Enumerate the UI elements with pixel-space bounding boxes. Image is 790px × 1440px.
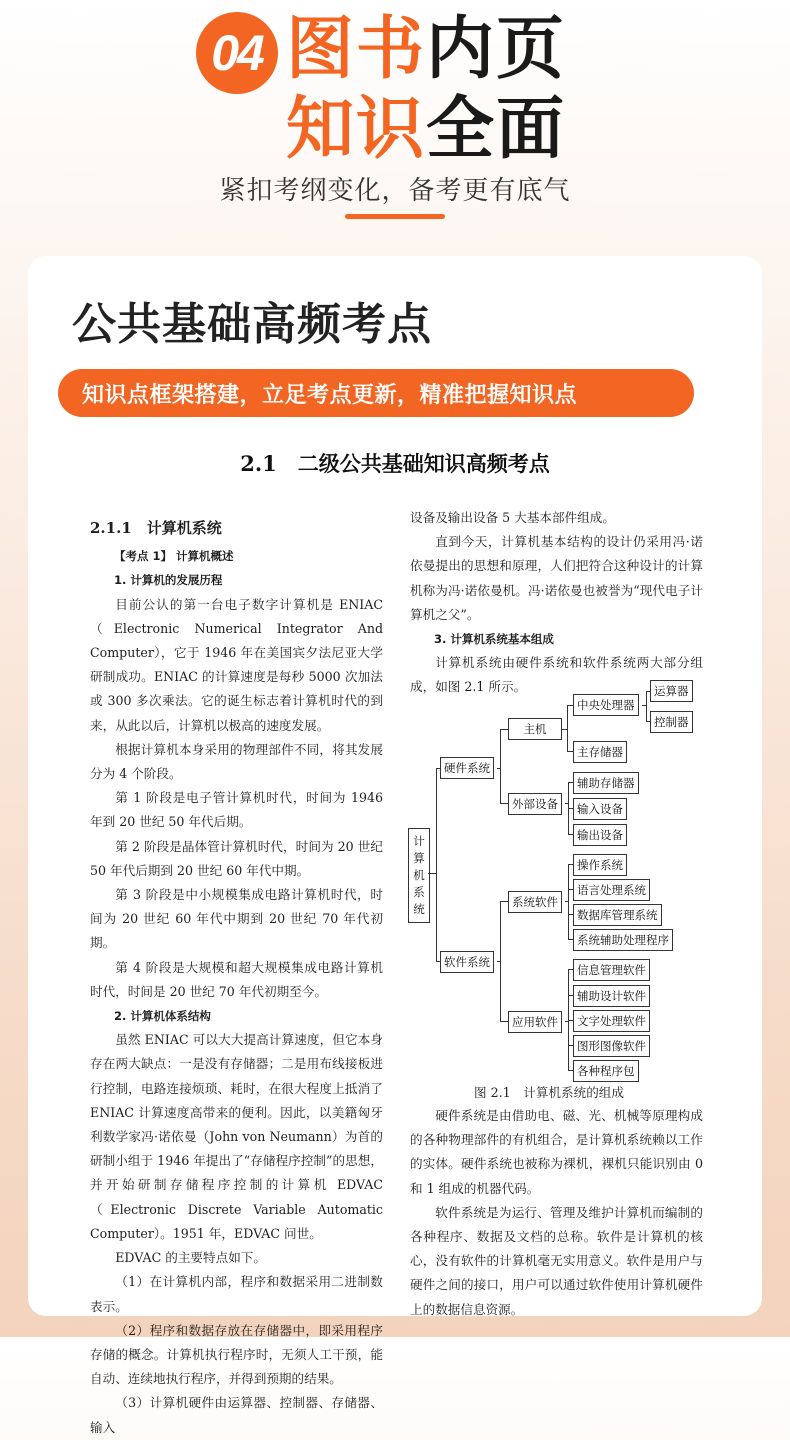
diagram-output-device: 输出设备 [573,824,627,846]
diagram-controller: 控制器 [650,711,693,733]
paragraph: （2）程序和数据存放在存储器中，即采用程序存储的概念。计算机执行程序时，无须人工干预，能自动、连续地执行程序，并得到预期的结果。 [90,1322,383,1387]
diagram-root: 计算机系统 [408,828,430,923]
feature-banner: 知识点框架搭建，立足考点更新，精准把握知识点 [58,369,694,417]
diagram-host: 主机 [508,718,562,740]
subtitle: 紧扣考纲变化，备考更有底气 [219,176,571,206]
paragraph: 虽然 ENIAC 可以大大提高计算速度，但它本身存在两大缺点：一是没有存储器；二是用布线接板进行控制，电路连接烦琐、耗时，在很大程度上抵消了 ENIAC 计算速度高带来的便利。因此，以美籍匈牙利数学家冯·诺依曼（John von Neumann）为首的研制小组于 1946 年提出了“存储程序控制”的思想，并开始研制存储程序控制的计算机 EDVAC（Electronic Discrete Variable Automatic Computer）。1951 年，EDVAC 问世。 [90,1032,383,1241]
diagram-dbms: 数据库管理系统 [573,904,662,926]
paragraph: EDVAC 的主要特点如下。 [115,1250,266,1266]
diagram-info-mgmt: 信息管理软件 [573,959,650,981]
paragraph: 第 2 阶段是晶体管计算机时代，时间为 20 世纪 50 年代后期到 20 世纪 60 年代中期。 [90,838,383,878]
diagram-software: 软件系统 [440,951,494,973]
diagram-os: 操作系统 [573,854,627,876]
paragraph: 软件系统是为运行、管理及维护计算机而编制的各种程序、数据及文档的总称。软件是计算机的核心，没有软件的计算机毫无实用意义。软件是用户与硬件之间的接口，用户可以通过软件使用计算机硬件上的数据信息资源。 [410,1204,703,1317]
diagram-cad: 辅助设计软件 [573,985,650,1007]
heading-architecture: 2. 计算机体系结构 [114,1009,211,1024]
paragraph: （1）在计算机内部，程序和数据采用二进制数表示。 [90,1274,383,1314]
kaodian-label: 【考点 1】 计算机概述 [114,549,234,564]
diagram-main-memory: 主存储器 [573,741,627,763]
paragraph: 计算机系统由硬件系统和软件系统两大部分组成，如图 2.1 所示。 [410,655,703,695]
left-column [90,516,383,1440]
diagram-peripherals: 外部设备 [508,793,562,815]
right-column-bottom [410,1104,703,1322]
headline-2-orange: 知识 [286,90,427,169]
paragraph: 根据计算机本身采用的物理部件不同，将其发展分为 4 个阶段。 [90,741,383,782]
section-title: 2.1 二级公共基础知识高频考点 [240,451,550,476]
heading-composition: 3. 计算机系统基本组成 [434,632,554,647]
subtitle-underline [345,214,445,219]
paragraph: 第 3 阶段是中小规模集成电路计算机时代，时间为 20 世纪 60 年代中期到 20 世纪 70 年代初期。 [90,887,383,951]
right-column-top [410,506,703,700]
paragraph: 设备及输出设备 5 大基本部件组成。 [410,510,615,525]
diagram-aux-memory: 辅助存储器 [573,772,639,794]
paragraph: 直到今天，计算机基本结构的设计仍采用冯·诺依曼提出的思想和原理，人们把符合这种设计的计算机称为冯·诺依曼机。冯·诺依曼也被誉为“现代电子计算机之父”。 [410,534,703,622]
diagram-hardware: 硬件系统 [440,757,494,779]
paragraph: （3）计算机硬件由运算器、控制器、存储器、输入 [90,1395,383,1435]
subsection-heading: 2.1.1 计算机系统 [90,519,222,537]
heading-history: 1. 计算机的发展历程 [114,573,223,588]
diagram-packages: 各种程序包 [573,1060,639,1082]
paragraph: 第 4 阶段是大规模和超大规模集成电路计算机时代，时间是 20 世纪 70 年代初期至今。 [90,959,383,999]
diagram-aux-prog: 系统辅助处理程序 [573,929,673,951]
card-title: 公共基础高频考点 [72,299,432,350]
headline-2-black: 全面 [426,90,567,169]
section-number-badge: 04 [196,12,278,94]
paragraph: 目前公认的第一台电子数字计算机是 ENIAC（Electronic Numerical Integrator And Computer），它于 1946 年在美国宾夕法尼亚大学研制成功。ENIAC 的计算速度是每秒 5000 次加法或 300 多次乘法。它的诞生标志着计算机时代的到来，从此以后，计算机以极高的速度发展。 [90,596,383,733]
paragraph: 第 1 阶段是电子管计算机时代，时间为 1946 年到 20 世纪 50 年代后期。 [90,790,383,830]
diagram-image-proc: 图形图像软件 [573,1035,650,1057]
diagram-cpu: 中央处理器 [573,694,639,716]
headline-1-orange: 图书 [286,10,427,89]
paragraph: 硬件系统是由借助电、磁、光、机械等原理构成的各种物理部件的有机组合，是计算机系统赖以工作的实体。硬件系统也被称为裸机，裸机只能识别由 0 和 1 组成的机器代码。 [410,1108,703,1196]
diagram-alu: 运算器 [650,680,693,702]
diagram-input-device: 输入设备 [573,798,627,820]
headline-line-1 [286,8,566,92]
diagram-app-software: 应用软件 [508,1011,562,1033]
headline-line-2 [286,88,566,172]
diagram-system-software: 系统软件 [508,891,562,913]
figure-caption: 图 2.1 计算机系统的组成 [474,1085,624,1100]
diagram-lang: 语言处理系统 [573,879,650,901]
diagram-text-proc: 文字处理软件 [573,1010,650,1032]
headline-1-black: 内页 [426,10,567,89]
